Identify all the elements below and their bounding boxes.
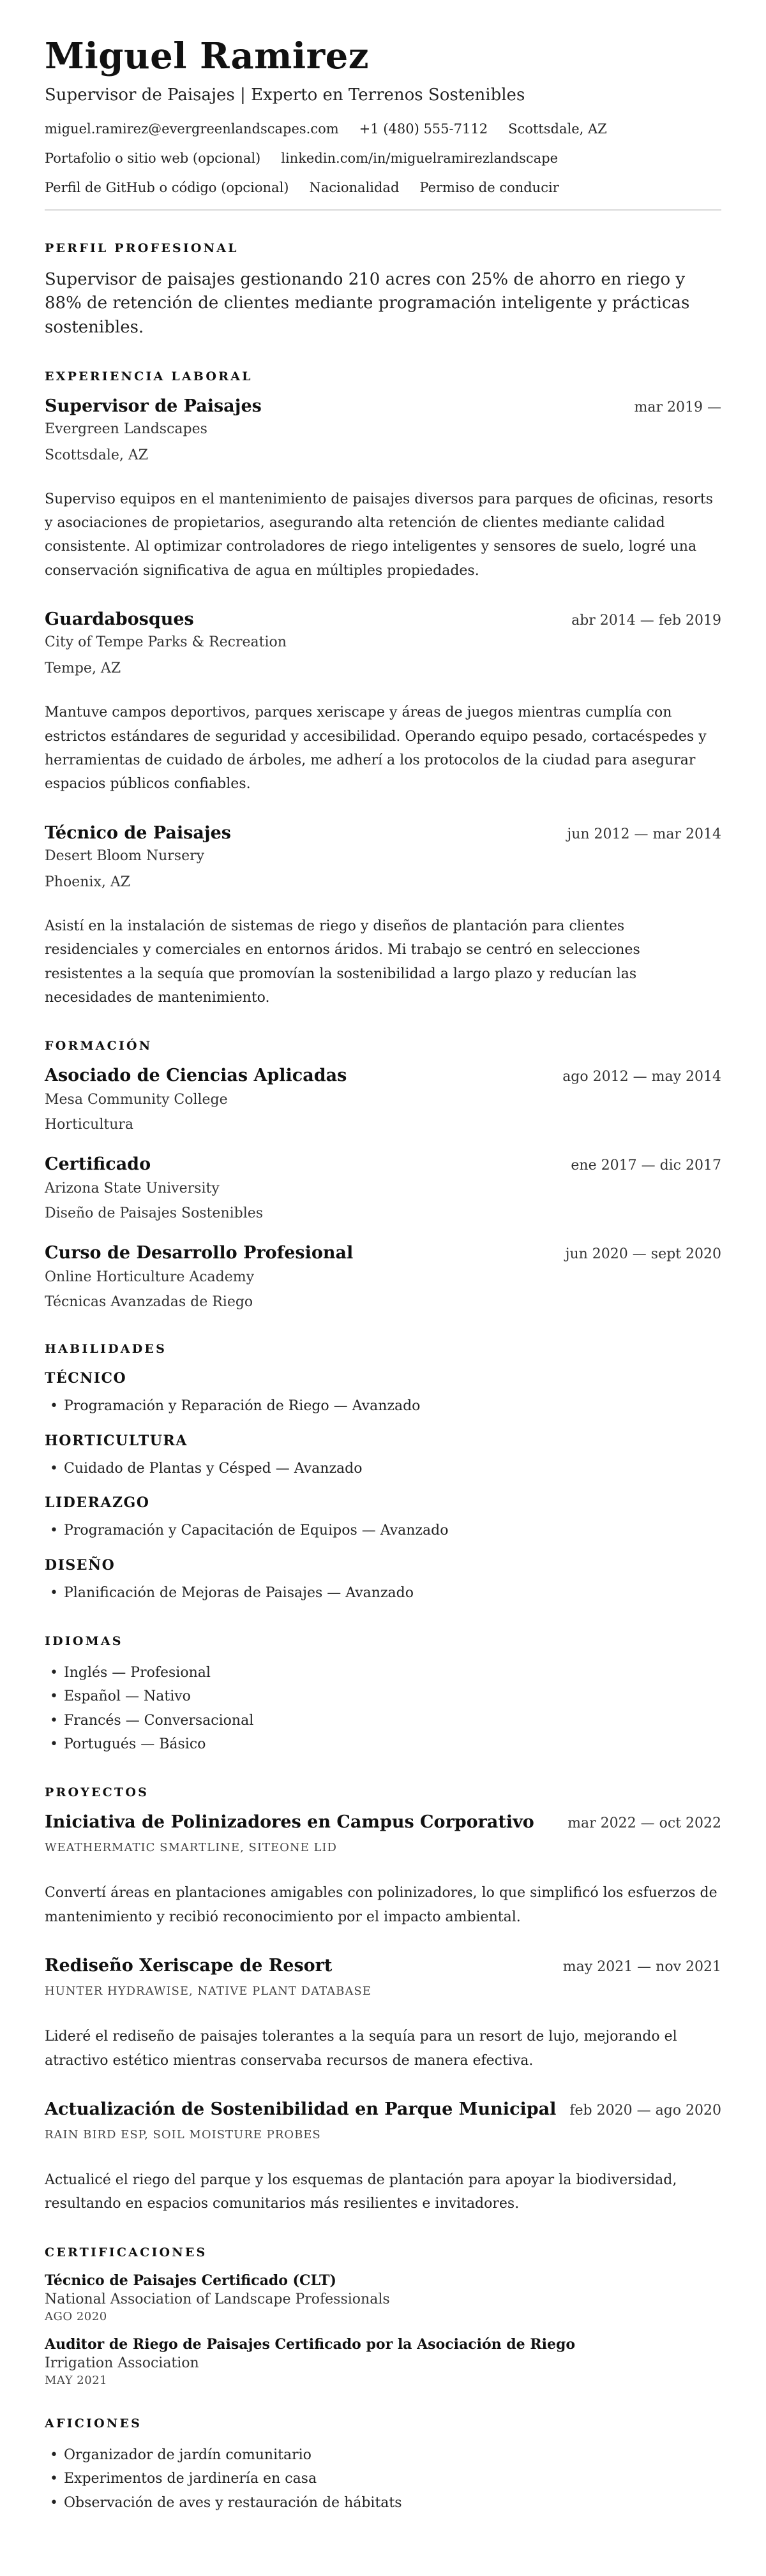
project-description: Lideré el rediseño de paisajes tolerantes a la sequía para un resort de lujo, mejorando el atractivo estético mientras conservaba recursos de manera efectiva. — [45, 2029, 677, 2069]
skill-list — [45, 1394, 721, 1418]
experience-entry — [45, 823, 721, 1010]
job-dates: jun 2012 — mar 2014 — [567, 826, 721, 842]
project-entry — [45, 1812, 721, 1929]
linkedin-link[interactable]: linkedin.com/in/miguelramirezlandscape — [281, 150, 559, 166]
job-dates: mar 2019 — — [634, 399, 721, 415]
project-name: Actualización de Sostenibilidad en Parque Municipal — [45, 2099, 557, 2120]
section-title: HABILIDADES — [45, 1342, 167, 1357]
summary-section — [45, 241, 721, 340]
certification-date: MAY 2021 — [45, 2373, 108, 2387]
languages-section — [45, 1634, 721, 1757]
language-item: • Español — Nativo — [45, 1685, 721, 1708]
section-title: FORMACIÓN — [45, 1039, 153, 1053]
degree: Asociado de Ciencias Aplicadas — [45, 1066, 347, 1086]
drivers-license: Permiso de conducir — [419, 179, 559, 195]
skill-list — [45, 1457, 721, 1480]
experience-entry — [45, 609, 721, 796]
school: Arizona State University — [45, 1180, 220, 1197]
section-title: CERTIFICACIONES — [45, 2245, 207, 2260]
hobby-item: • Experimentos de jardinería en casa — [45, 2467, 721, 2490]
header-divider — [45, 209, 721, 211]
degree: Curso de Desarrollo Profesional — [45, 1243, 354, 1263]
hobby-list — [45, 2443, 721, 2515]
skill-list — [45, 1581, 721, 1605]
skill-item: • Programación y Reparación de Riego — Avanzado — [45, 1394, 721, 1418]
section-title: EXPERIENCIA LABORAL — [45, 369, 253, 383]
certification-issuer: National Association of Landscape Professionals — [45, 2291, 390, 2307]
location: Scottsdale, AZ — [508, 121, 607, 137]
section-title: PROYECTOS — [45, 1785, 149, 1800]
project-entry — [45, 2099, 721, 2216]
projects-section — [45, 1785, 721, 2215]
skill-item: • Cuidado de Plantas y Césped — Avanzado — [45, 1457, 721, 1480]
headline: Supervisor de Paisajes | Experto en Terrenos Sostenibles — [45, 85, 525, 105]
language-item: • Portugués — Básico — [45, 1732, 721, 1756]
project-dates: feb 2020 — ago 2020 — [569, 2103, 721, 2119]
hobbies-section — [45, 2416, 721, 2515]
section-title: IDIOMAS — [45, 1634, 123, 1648]
job-dates: abr 2014 — feb 2019 — [571, 613, 721, 629]
language-list — [45, 1661, 721, 1757]
degree: Certificado — [45, 1154, 151, 1175]
education-entry — [45, 1243, 721, 1313]
certification-issuer: Irrigation Association — [45, 2355, 199, 2371]
skill-item: • Programación y Capacitación de Equipos — Avanzado — [45, 1519, 721, 1542]
job-location: Tempe, AZ — [45, 660, 121, 677]
education-dates: ago 2012 — may 2014 — [562, 1069, 721, 1085]
certification-entry — [45, 2336, 721, 2387]
education-dates: jun 2020 — sept 2020 — [565, 1246, 721, 1263]
hobby-item: • Organizador de jardín comunitario — [45, 2443, 721, 2467]
skill-category: HORTICULTURA — [45, 1432, 188, 1449]
language-item: • Inglés — Profesional — [45, 1661, 721, 1685]
school: Online Horticulture Academy — [45, 1269, 255, 1286]
job-title: Técnico de Paisajes — [45, 823, 231, 843]
skill-list — [45, 1519, 721, 1542]
certification-name: Técnico de Paisajes Certificado (CLT) — [45, 2272, 336, 2289]
job-location: Phoenix, AZ — [45, 874, 131, 890]
job-description: Mantuve campos deportivos, parques xeriscape y áreas de juegos mientras cumplía con estrictos estándares de seguridad y accesibilidad. Operando equipo pesado, cortacéspedes y herramientas de cuidado de árboles, me adherí a los protocolos de la ciudad para asegurar espacios públicos confiables. — [45, 704, 707, 793]
education-entry — [45, 1154, 721, 1224]
language-item: • Francés — Conversacional — [45, 1709, 721, 1732]
job-title: Guardabosques — [45, 609, 194, 630]
experience-entry — [45, 396, 721, 583]
skill-item: • Planificación de Mejoras de Paisajes — Avanzado — [45, 1581, 721, 1605]
education-entry — [45, 1066, 721, 1135]
certification-name: Auditor de Riego de Paisajes Certificado por la Asociación de Riego — [45, 2335, 576, 2353]
portfolio-link[interactable]: Portafolio o sitio web (opcional) — [45, 150, 261, 166]
project-entry — [45, 1956, 721, 2073]
nationality: Nacionalidad — [309, 179, 400, 195]
job-title: Supervisor de Paisajes — [45, 396, 262, 416]
project-dates: may 2021 — nov 2021 — [562, 1959, 721, 1976]
skills-section — [45, 1342, 721, 1605]
field-of-study: Horticultura — [45, 1117, 133, 1133]
section-title: AFICIONES — [45, 2416, 142, 2431]
job-description: Superviso equipos en el mantenimiento de paisajes diversos para parques de oficinas, resorts y asociaciones de propietarios, asegurando alta retención de clientes mediante calidad consistente. Al optimizar controladores de riego inteligentes y sensores de suelo, logré una conservación significativa de agua en múltiples propiedades. — [45, 491, 713, 579]
section-title: PERFIL PROFESIONAL — [45, 241, 239, 255]
github-link[interactable]: Perfil de GitHub o código (opcional) — [45, 179, 289, 195]
school: Mesa Community College — [45, 1092, 228, 1108]
company: City of Tempe Parks & Recreation — [45, 634, 287, 651]
project-name: Rediseño Xeriscape de Resort — [45, 1956, 333, 1976]
company: Evergreen Landscapes — [45, 421, 207, 437]
email[interactable]: miguel.ramirez@evergreenlandscapes.com — [45, 121, 339, 137]
project-name: Iniciativa de Polinizadores en Campus Corporativo — [45, 1812, 534, 1833]
company: Desert Bloom Nursery — [45, 847, 205, 864]
project-description: Convertí áreas en plantaciones amigables con polinizadores, lo que simplificó los esfuerzos de mantenimiento y recibió reconocimiento por el impacto ambiental. — [45, 1885, 717, 1925]
education-dates: ene 2017 — dic 2017 — [571, 1158, 721, 1174]
experience-section — [45, 369, 721, 1010]
education-section — [45, 1039, 721, 1313]
field-of-study: Diseño de Paisajes Sostenibles — [45, 1205, 264, 1222]
contact-row-3 — [45, 180, 721, 195]
certifications-section — [45, 2245, 721, 2387]
skill-category: DISEÑO — [45, 1556, 116, 1574]
hobby-item: • Observación de aves y restauración de hábitats — [45, 2491, 721, 2515]
skill-category: TÉCNICO — [45, 1370, 127, 1387]
certification-date: AGO 2020 — [45, 2309, 107, 2323]
skill-category: LIDERAZGO — [45, 1494, 150, 1512]
project-description: Actualicé el riego del parque y los esquemas de plantación para apoyar la biodiversidad, resultando en espacios comunitarios más resilientes e invitadores. — [45, 2172, 677, 2212]
project-tools: RAIN BIRD ESP, SOIL MOISTURE PROBES — [45, 2128, 321, 2142]
project-dates: mar 2022 — oct 2022 — [567, 1815, 721, 1832]
job-location: Scottsdale, AZ — [45, 447, 149, 463]
contact-row-2 — [45, 151, 721, 166]
phone[interactable]: +1 (480) 555-7112 — [359, 121, 488, 137]
summary-text: Supervisor de paisajes gestionando 210 acres con 25% de ahorro en riego y 88% de retención de clientes mediante programación inteligente y prácticas sostenibles. — [45, 269, 690, 337]
contact-row-1 — [45, 121, 721, 137]
job-description: Asistí en la instalación de sistemas de riego y diseños de plantación para clientes residenciales y comerciales en entornos áridos. Mi trabajo se centró en selecciones resistentes a la sequía que promovían la sostenibilidad a largo plazo y reducían las necesidades de mantenimiento. — [45, 918, 640, 1006]
candidate-name: Miguel Ramirez — [45, 35, 370, 77]
field-of-study: Técnicas Avanzadas de Riego — [45, 1294, 253, 1311]
resume-header — [45, 37, 721, 195]
certification-entry — [45, 2272, 721, 2323]
project-tools: HUNTER HYDRAWISE, NATIVE PLANT DATABASE — [45, 1984, 372, 1999]
project-tools: WEATHERMATIC SMARTLINE, SITEONE LID — [45, 1841, 337, 1855]
